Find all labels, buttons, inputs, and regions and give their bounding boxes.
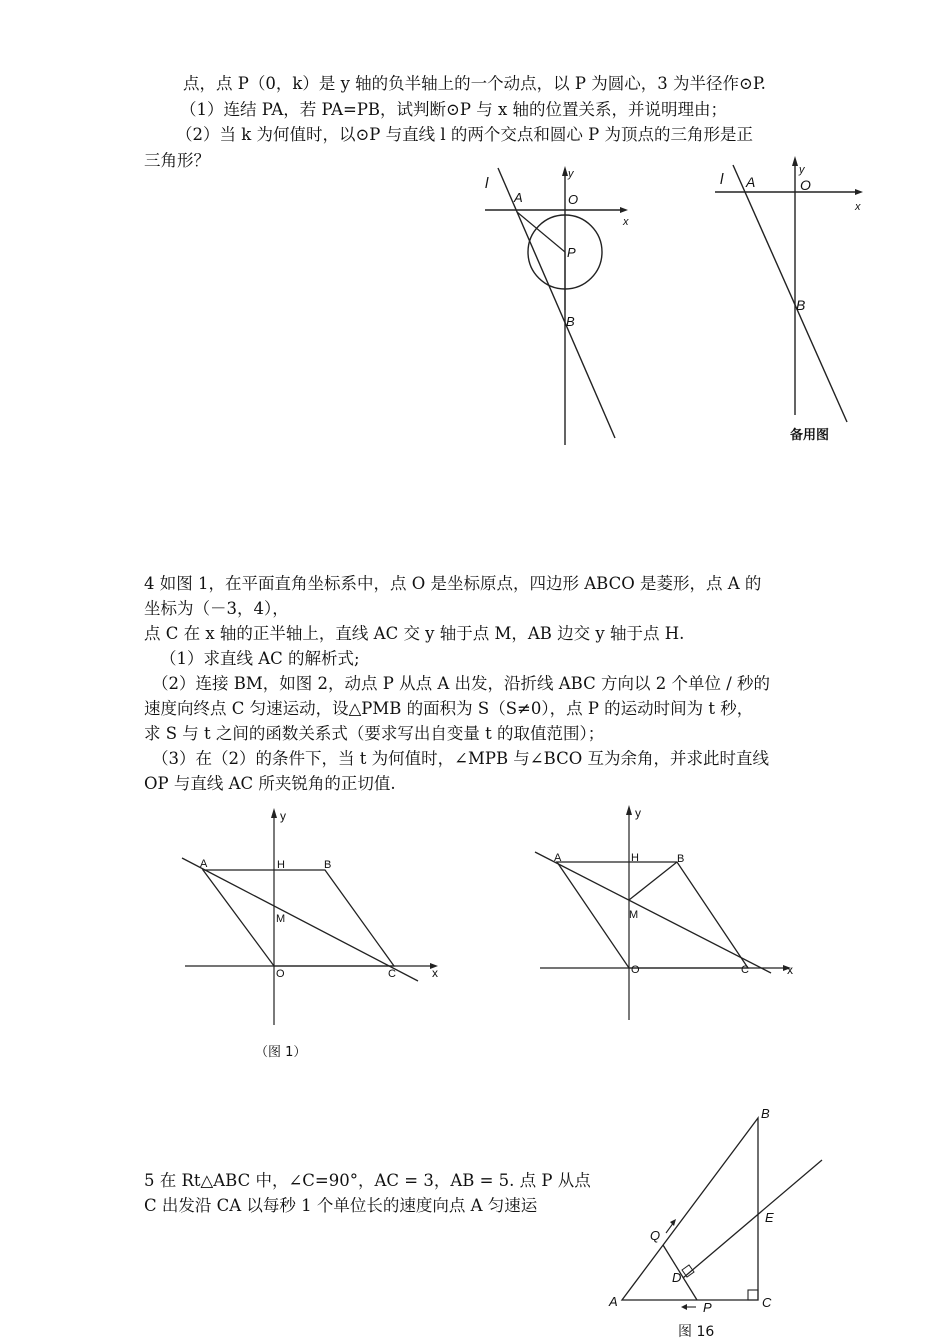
label-y: y xyxy=(635,806,641,820)
segment-pa xyxy=(517,212,565,252)
p3-line-2: （1）连结 PA，若 PA=PB，试判断⊙P 与 x 轴的位置关系，并说明理由； xyxy=(180,100,728,119)
label-p: P xyxy=(567,245,576,260)
label-b: B xyxy=(566,314,575,329)
p4-line-6: 速度向终点 C 匀速运动，设△PMB 的面积为 S（S≠0），点 P 的运动时间为 t 秒， xyxy=(144,699,754,718)
p3-line-3: （2）当 k 为何值时，以⊙P 与直线 l 的两个交点和圆心 P 为顶点的三角形是正 xyxy=(176,125,754,144)
p4-figure-1 xyxy=(170,800,460,1030)
p4-figure-2 xyxy=(525,795,810,1025)
p3-figure-1 xyxy=(470,160,650,450)
label-d: D xyxy=(672,1270,682,1285)
label-y: y xyxy=(280,809,286,823)
label-b: B xyxy=(796,297,806,313)
label-y: y xyxy=(799,164,805,176)
label-h: H xyxy=(277,859,285,871)
line-ac xyxy=(535,852,771,973)
label-o: O xyxy=(631,964,640,976)
label-l: l xyxy=(720,171,724,188)
line-l xyxy=(498,168,615,438)
label-c: C xyxy=(388,968,396,980)
p5-figure xyxy=(600,1100,835,1325)
label-e: E xyxy=(765,1210,774,1225)
p5-caption: 图 16 xyxy=(678,1324,715,1340)
p4-line-7: 求 S 与 t 之间的函数关系式（要求写出自变量 t 的取值范围）； xyxy=(144,724,605,743)
p4-line-5: （2）连接 BM，如图 2，动点 P 从点 A 出发，沿折线 ABC 方向以 2 个单位 / 秒的 xyxy=(152,674,771,693)
line-l xyxy=(733,165,847,422)
p3-fig2-caption: 备用图 xyxy=(790,428,830,443)
label-b: B xyxy=(677,853,685,865)
p4-line-8: （3）在（2）的条件下，当 t 为何值时，∠MPB 与∠BCO 互为余角，并求此时直线 xyxy=(152,749,769,768)
line-ac xyxy=(182,858,418,981)
label-m: M xyxy=(629,909,639,921)
label-y: y xyxy=(568,168,574,180)
label-l: l xyxy=(485,175,489,192)
label-o: O xyxy=(568,192,579,207)
label-x: x xyxy=(432,966,438,980)
label-x: x xyxy=(623,216,629,228)
label-q: Q xyxy=(650,1228,661,1243)
label-a: A xyxy=(746,174,756,190)
label-o: O xyxy=(800,177,811,193)
p4-fig1-caption: （图 1） xyxy=(255,1045,307,1060)
label-b: B xyxy=(761,1106,770,1121)
label-a: A xyxy=(554,852,562,864)
p4-line-9: OP 与直线 AC 所夹锐角的正切值. xyxy=(144,774,396,793)
p4-line-4: （1）求直线 AC 的解析式; xyxy=(160,649,360,668)
label-b: B xyxy=(324,859,332,871)
label-h: H xyxy=(631,852,639,864)
x-axis-arrow xyxy=(855,189,863,195)
label-m: M xyxy=(276,913,286,925)
label-a: A xyxy=(200,858,208,870)
label-x: x xyxy=(855,201,861,213)
label-x: x xyxy=(787,963,793,977)
p5-line-2: C 出发沿 CA 以每秒 1 个单位长的速度向点 A 匀速运 xyxy=(144,1196,538,1215)
p3-line-4: 三角形？ xyxy=(144,151,210,170)
arrow-q-head xyxy=(670,1219,676,1226)
p4-line-2: 坐标为（－3，4）， xyxy=(144,599,289,618)
p4-line-1: 4 如图 1，在平面直角坐标系中，点 O 是坐标原点，四边形 ABCO 是菱形，点 A 的 xyxy=(144,574,762,593)
x-axis-arrow xyxy=(620,207,628,213)
p3-figure-2 xyxy=(700,150,880,445)
y-axis-arrow xyxy=(792,156,798,166)
right-angle-c xyxy=(748,1290,758,1300)
arrow-p-head xyxy=(681,1304,687,1310)
label-a: A xyxy=(514,190,523,205)
p4-line-3: 点 C 在 x 轴的正半轴上，直线 AC 交 y 轴于点 M，AB 边交 y 轴于点 H. xyxy=(144,624,685,643)
label-o: O xyxy=(276,968,285,980)
label-p: P xyxy=(703,1300,712,1315)
segment-de xyxy=(683,1160,822,1278)
p5-line-1: 5 在 Rt△ABC 中，∠C=90°，AC = 3，AB = 5. 点 P 从点 xyxy=(144,1171,591,1190)
segment-bm xyxy=(629,862,677,900)
y-axis-arrow xyxy=(271,808,277,818)
label-c: C xyxy=(741,964,749,976)
p3-line-1: 点，点 P（0，k）是 y 轴的负半轴上的一个动点，以 P 为圆心，3 为半径作⊙P. xyxy=(183,74,766,93)
label-c: C xyxy=(762,1295,772,1310)
label-a: A xyxy=(609,1294,618,1309)
y-axis-arrow xyxy=(626,805,632,815)
